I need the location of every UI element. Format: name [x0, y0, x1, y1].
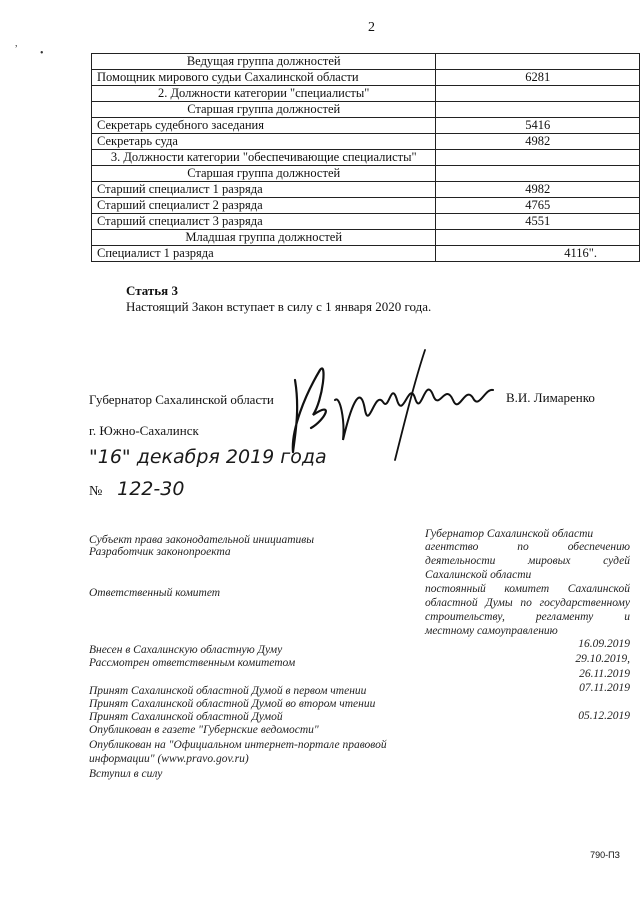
- table-row: [92, 182, 640, 198]
- table-category-row: [92, 86, 640, 102]
- first-reading-label: Принят Сахалинской областной Думой в первом чтении: [89, 685, 367, 697]
- salary-value: [436, 54, 640, 70]
- footer-code: 790-ПЗ: [590, 850, 620, 860]
- committee-value-1: постоянный комитет Сахалинской: [425, 583, 630, 595]
- salary-value: 4982: [436, 134, 640, 150]
- position-name: Старший специалист 2 разряда: [92, 198, 436, 214]
- table-row: [92, 214, 640, 230]
- section-heading: Младшая группа должностей: [92, 230, 436, 246]
- section-heading: Ведущая группа должностей: [92, 54, 436, 70]
- position-name: Секретарь судебного заседания: [92, 118, 436, 134]
- table-row: [92, 118, 640, 134]
- salary-value: [436, 230, 640, 246]
- subject-label: Субъект права законодательной инициативы: [89, 534, 315, 546]
- developer-value-1: агентство по обеспечению: [425, 541, 630, 553]
- page-number: 2: [368, 20, 375, 35]
- section-heading: Старшая группа должностей: [92, 166, 436, 182]
- adopted-date: 05.12.2019: [578, 710, 630, 722]
- salary-value: [436, 102, 640, 118]
- submitted-date: 16.09.2019: [578, 638, 630, 650]
- developer-value-3: Сахалинской области: [425, 569, 532, 581]
- article-text: Настоящий Закон вступает в силу с 1 января 2020 года.: [126, 299, 432, 314]
- law-number: [89, 478, 184, 501]
- salary-value: 4765: [436, 198, 640, 214]
- number-symbol: №: [89, 484, 103, 499]
- governor-title: Губернатор Сахалинской области: [89, 392, 274, 407]
- first-reading-date: 07.11.2019: [579, 682, 630, 694]
- section-heading: 2. Должности категории "специалисты": [92, 86, 436, 102]
- second-reading-label: Принят Сахалинской областной Думой во втором чтении: [89, 698, 376, 710]
- developer-label: Разработчик законопроекта: [89, 546, 231, 558]
- salary-value: 4982: [436, 182, 640, 198]
- salary-value: 4116".: [436, 246, 640, 262]
- table-row: [92, 198, 640, 214]
- salary-value: 5416: [436, 118, 640, 134]
- published-portal-2: информации" (www.pravo.gov.ru): [89, 753, 249, 765]
- submitted-label: Внесен в Сахалинскую областную Думу: [89, 644, 283, 656]
- article-heading: Статья 3: [126, 283, 178, 298]
- table-group-row: [92, 166, 640, 182]
- salary-value: [436, 166, 640, 182]
- reviewed-date-1: 29.10.2019,: [575, 653, 630, 665]
- section-heading: Старшая группа должностей: [92, 102, 436, 118]
- salary-table: [91, 53, 640, 262]
- published-newspaper: Опубликован в газете "Губернские ведомости": [89, 724, 319, 736]
- city: г. Южно-Сахалинск: [89, 423, 199, 438]
- table-group-row: [92, 54, 640, 70]
- scan-mark: •: [40, 48, 44, 59]
- handwritten-date: "16" декабря 2019 года: [89, 446, 327, 468]
- salary-value: 4551: [436, 214, 640, 230]
- committee-value-3: строительству, регламенту и: [425, 611, 630, 623]
- table-row: [92, 134, 640, 150]
- committee-value-2: областной Думы по государственному: [425, 597, 630, 609]
- committee-value-4: местному самоуправлению: [425, 625, 558, 637]
- adopted-label: Принят Сахалинской областной Думой: [89, 711, 283, 723]
- governor-name: В.И. Лимаренко: [506, 390, 595, 405]
- position-name: Старший специалист 1 разряда: [92, 182, 436, 198]
- article-3: [126, 283, 431, 315]
- table-group-row: [92, 102, 640, 118]
- handwritten-number: 122-30: [117, 478, 185, 500]
- reviewed-label: Рассмотрен ответственным комитетом: [89, 657, 296, 669]
- developer-value-2: деятельности мировых судей: [425, 555, 630, 567]
- salary-value: [436, 150, 640, 166]
- subject-value: Губернатор Сахалинской области: [425, 528, 594, 540]
- committee-label: Ответственный комитет: [89, 587, 221, 599]
- position-name: Старший специалист 3 разряда: [92, 214, 436, 230]
- table-category-row: [92, 150, 640, 166]
- section-heading: 3. Должности категории "обеспечивающие специалисты": [92, 150, 436, 166]
- position-name: Помощник мирового судьи Сахалинской области: [92, 70, 436, 86]
- position-name: Специалист 1 разряда: [92, 246, 436, 262]
- table-row: [92, 70, 640, 86]
- published-portal-1: Опубликован на "Официальном интернет-портале правовой: [89, 739, 387, 751]
- position-name: Секретарь суда: [92, 134, 436, 150]
- table-group-row: [92, 230, 640, 246]
- table-row: [92, 246, 640, 262]
- scan-mark: ,: [15, 38, 18, 49]
- in-force-label: Вступил в силу: [89, 768, 163, 780]
- reviewed-date-2: 26.11.2019: [579, 668, 630, 680]
- salary-value: [436, 86, 640, 102]
- salary-value: 6281: [436, 70, 640, 86]
